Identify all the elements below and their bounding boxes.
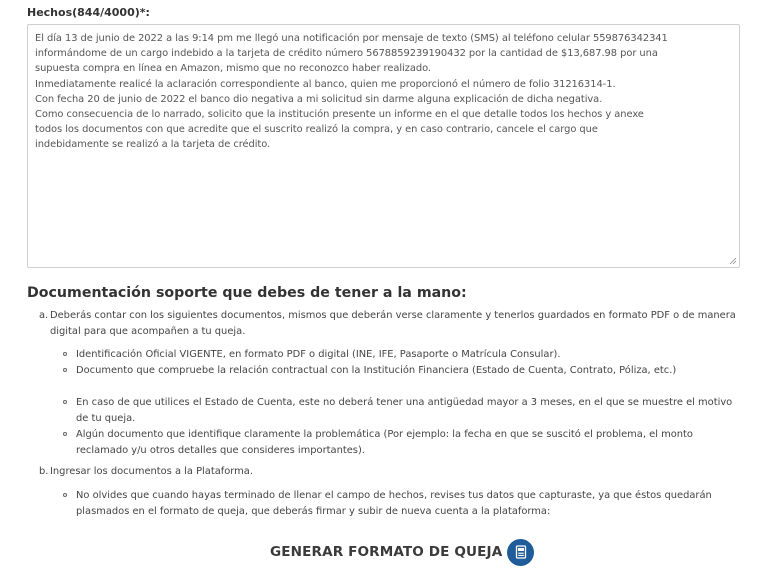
bullet-text: Algún documento que identifique claramente la problemática (Por ejemplo: la fecha en que se suscitó el problema, el monto reclamado y/u otros detalles que consideres importantes).	[76, 429, 693, 456]
document-file-icon[interactable]	[507, 539, 534, 566]
hechos-textarea[interactable]	[27, 24, 740, 268]
bullet-circle-icon	[63, 493, 67, 497]
list-item-marker: b.	[39, 466, 49, 477]
list-item	[39, 464, 749, 480]
hechos-textarea-content[interactable]: El día 13 de junio de 2022 a las 9:14 pm me llegó una notificación por mensaje de texto (SMS) al teléfono celular 559876342341 informándome de un cargo indebido a la tarjeta de crédito número 5678859239190432 por la cantidad de $13,687.98 por una supuesta compra en línea en Amazon, mismo que no reconozco haber realizado. Inmediatamente realicé la aclaración correspondiente al banco, quien me proporcionó el número de folio 31216314-1. Con fecha 20 de junio de 2022 el banco dio negativa a mi solicitud sin darme alguna explicación de dicha negativa. Como consecuencia de lo narrado, solicito que la institución presente un informe en el que detalle todos los hechos y anexe todos los documentos con que acredite que el suscrito realizó la compra, y en caso contrario, cancele el cargo que indebidamente se realizó a la tarjeta de crédito.	[35, 33, 668, 151]
bullet-circle-icon	[63, 368, 67, 372]
list-item-text: Deberás contar con los siguientes documentos, mismos que deberán verse claramente y tenerlos guardados en formato PDF o de manera digital para que acompañen a tu queja.	[50, 310, 736, 337]
bullet-circle-icon	[63, 400, 67, 404]
generate-button-label[interactable]: GENERAR FORMATO DE QUEJA	[270, 544, 503, 560]
bullet-text: En caso de que utilices el Estado de Cuenta, este no deberá tener una antigüedad mayor a 3 meses, en el que se muestre el motivo de tu queja.	[76, 397, 733, 424]
bullet-text: Documento que compruebe la relación contractual con la Institución Financiera (Estado de Cuenta, Contrato, Póliza, etc.)	[76, 365, 677, 376]
list-item-marker: a.	[39, 310, 49, 321]
bullet-text: No olvides que cuando hayas terminado de llenar el campo de hechos, revises tus datos que capturaste, ya que éstos quedarán plasmados en el formato de queja, que deberás firmar y subir de nueva cuenta a la plataforma:	[76, 490, 712, 517]
documentation-section-title: Documentación soporte que debes de tener a la mano:	[27, 285, 467, 301]
bullet-circle-icon	[63, 352, 67, 356]
bullet-circle-icon	[63, 432, 67, 436]
list-item	[39, 308, 749, 342]
bullet-text: Identificación Oficial VIGENTE, en formato PDF o digital (INE, IFE, Pasaporte o Matrícula Consular).	[76, 349, 561, 360]
list-item-text: Ingresar los documentos a la Plataforma.	[50, 466, 253, 477]
hechos-field-label: Hechos(844/4000)*:	[27, 6, 150, 19]
resize-handle-icon[interactable]	[729, 257, 737, 265]
generate-complaint-format-button[interactable]	[270, 538, 534, 566]
